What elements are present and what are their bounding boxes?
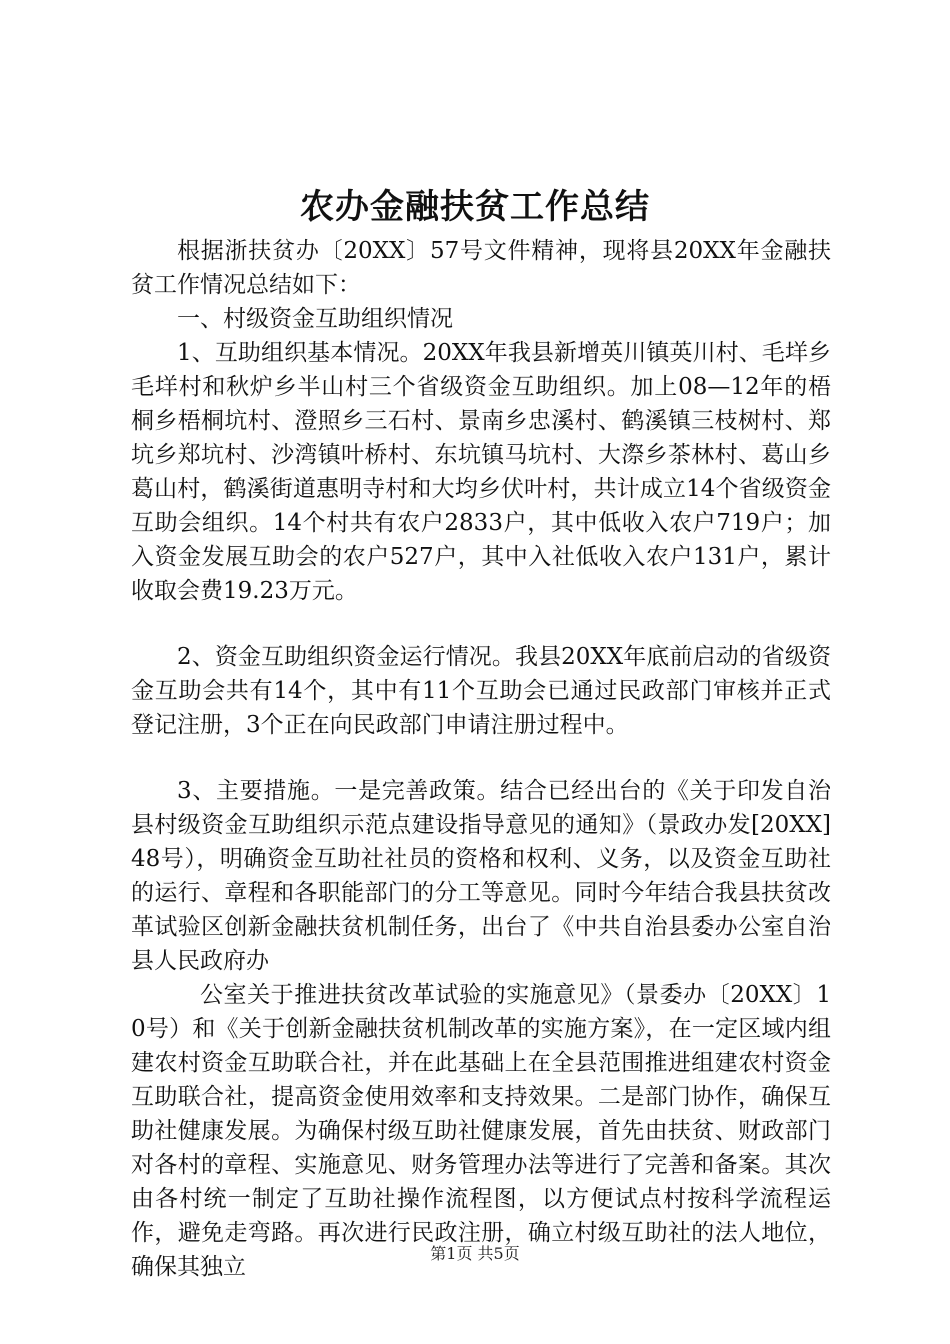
paragraph-intro: 根据浙扶贫办〔20XX〕57号文件精神，现将县20XX年金融扶贫工作情况总结如下： [131, 238, 831, 298]
paragraph-fund-operation: 2、资金互助组织资金运行情况。我县20XX年底前启动的省级资金互助会共有14个，其中有11个互助会已通过民政部门审核并正式登记注册，3个正在向民政部门申请注册过程中。 [131, 644, 831, 738]
section-heading: 一、村级资金互助组织情况 [177, 306, 453, 332]
document-title: 农办金融扶贫工作总结 [300, 187, 650, 227]
paragraph-measures-continued: 公室关于推进扶贫改革试验的实施意见》（景委办〔20XX〕10号）和《关于创新金融扶贫机制改革的实施方案》，在一定区域内组建农村资金互助联合社，并在此基础上在全县范围推进组建农村资金互助联合社，提高资金使用效率和支持效果。二是部门协作，确保互助社健康发展。为确保村级互助社健康发展，首先由扶贫、财政部门对各村的章程、实施意见、财务管理办法等进行了完善和备案。其次由各村统一制定了互助社操作流程图，以方便试点村按科学流程运作，避免走弯路。再次进行民政注册，确立村级互助社的法人地位，确保其独立 [131, 982, 831, 1280]
paragraph-basic-situation: 1、互助组织基本情况。20XX年我县新增英川镇英川村、毛垟乡毛垟村和秋炉乡半山村三个省级资金互助组织。加上08—12年的梧桐乡梧桐坑村、澄照乡三石村、景南乡忠溪村、鹤溪镇三枝树村、郑坑乡郑坑村、沙湾镇叶桥村、东坑镇马坑村、大漈乡茶林村、葛山乡葛山村，鹤溪街道惠明寺村和大均乡伏叶村，共计成立14个省级资金互助会组织。14个村共有农户2833户，其中低收入农户719户；加入资金发展互助会的农户527户，其中入社低收入农户131户，累计收取会费19.23万元。 [131, 340, 831, 604]
page-footer: 第1页 共5页 [430, 1244, 520, 1263]
paragraph-main-measures: 3、主要措施。一是完善政策。结合已经出台的《关于印发自治县村级资金互助组织示范点建设指导意见的通知》（景政办发[20XX]48号），明确资金互助社社员的资格和权利、义务，以及资金互助社的运行、章程和各职能部门的分工等意见。同时今年结合我县扶贫改革试验区创新金融扶贫机制任务，出台了《中共自治县委办公室自治县人民政府办 [131, 778, 831, 974]
document-body [131, 234, 831, 1284]
